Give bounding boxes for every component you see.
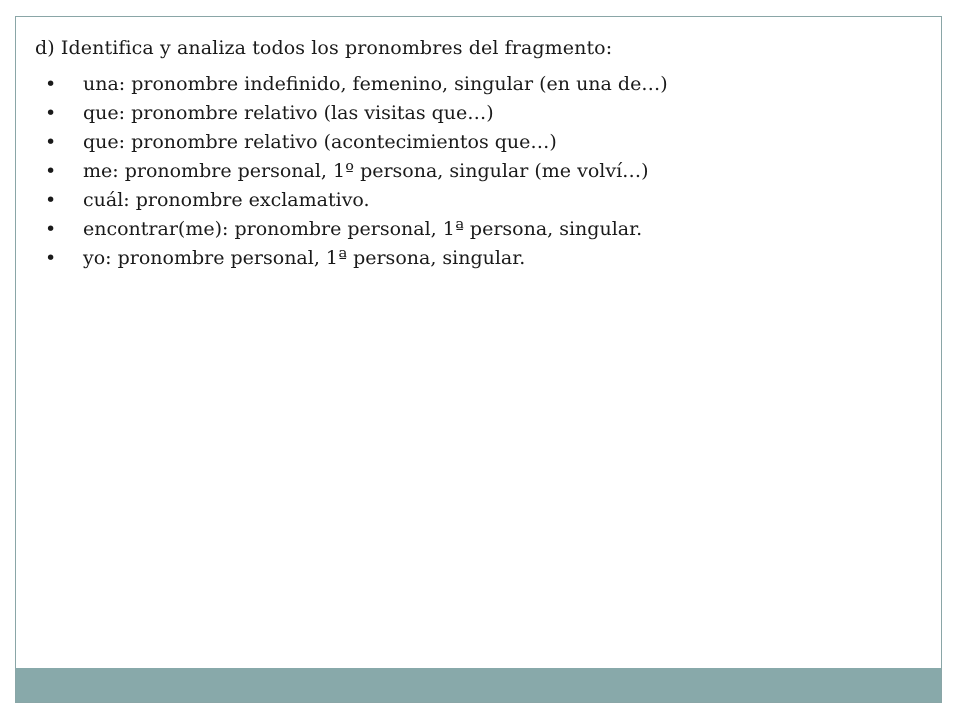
list-item-text: encontrar(me): pronombre personal, 1ª persona, singular.	[83, 218, 643, 240]
list-item	[35, 128, 921, 157]
slide-content	[35, 34, 921, 273]
list-item-text: que: pronombre relativo (acontecimientos que…)	[83, 131, 557, 153]
bullet-icon: •	[45, 160, 57, 182]
bullet-icon: •	[45, 189, 57, 211]
list-item-text: yo: pronombre personal, 1ª persona, singular.	[83, 247, 526, 269]
list-item-text: una: pronombre indefinido, femenino, singular (en una de…)	[83, 73, 668, 95]
exercise-heading: d) Identifica y analiza todos los pronombres del fragmento:	[35, 37, 613, 59]
bullet-icon: •	[45, 131, 57, 153]
footer-band	[16, 668, 941, 702]
bullet-icon: •	[45, 218, 57, 240]
list-item	[35, 186, 921, 215]
bullet-icon: •	[45, 102, 57, 124]
slide-frame	[15, 16, 942, 703]
list-item-text: me: pronombre personal, 1º persona, singular (me volví…)	[83, 160, 649, 182]
list-item	[35, 99, 921, 128]
pronoun-list	[35, 70, 921, 273]
list-item	[35, 70, 921, 99]
bullet-icon: •	[45, 247, 57, 269]
list-item	[35, 244, 921, 273]
bullet-icon: •	[45, 73, 57, 95]
list-item-text: cuál: pronombre exclamativo.	[83, 189, 370, 211]
list-item-text: que: pronombre relativo (las visitas que…)	[83, 102, 494, 124]
list-item	[35, 157, 921, 186]
list-item	[35, 215, 921, 244]
